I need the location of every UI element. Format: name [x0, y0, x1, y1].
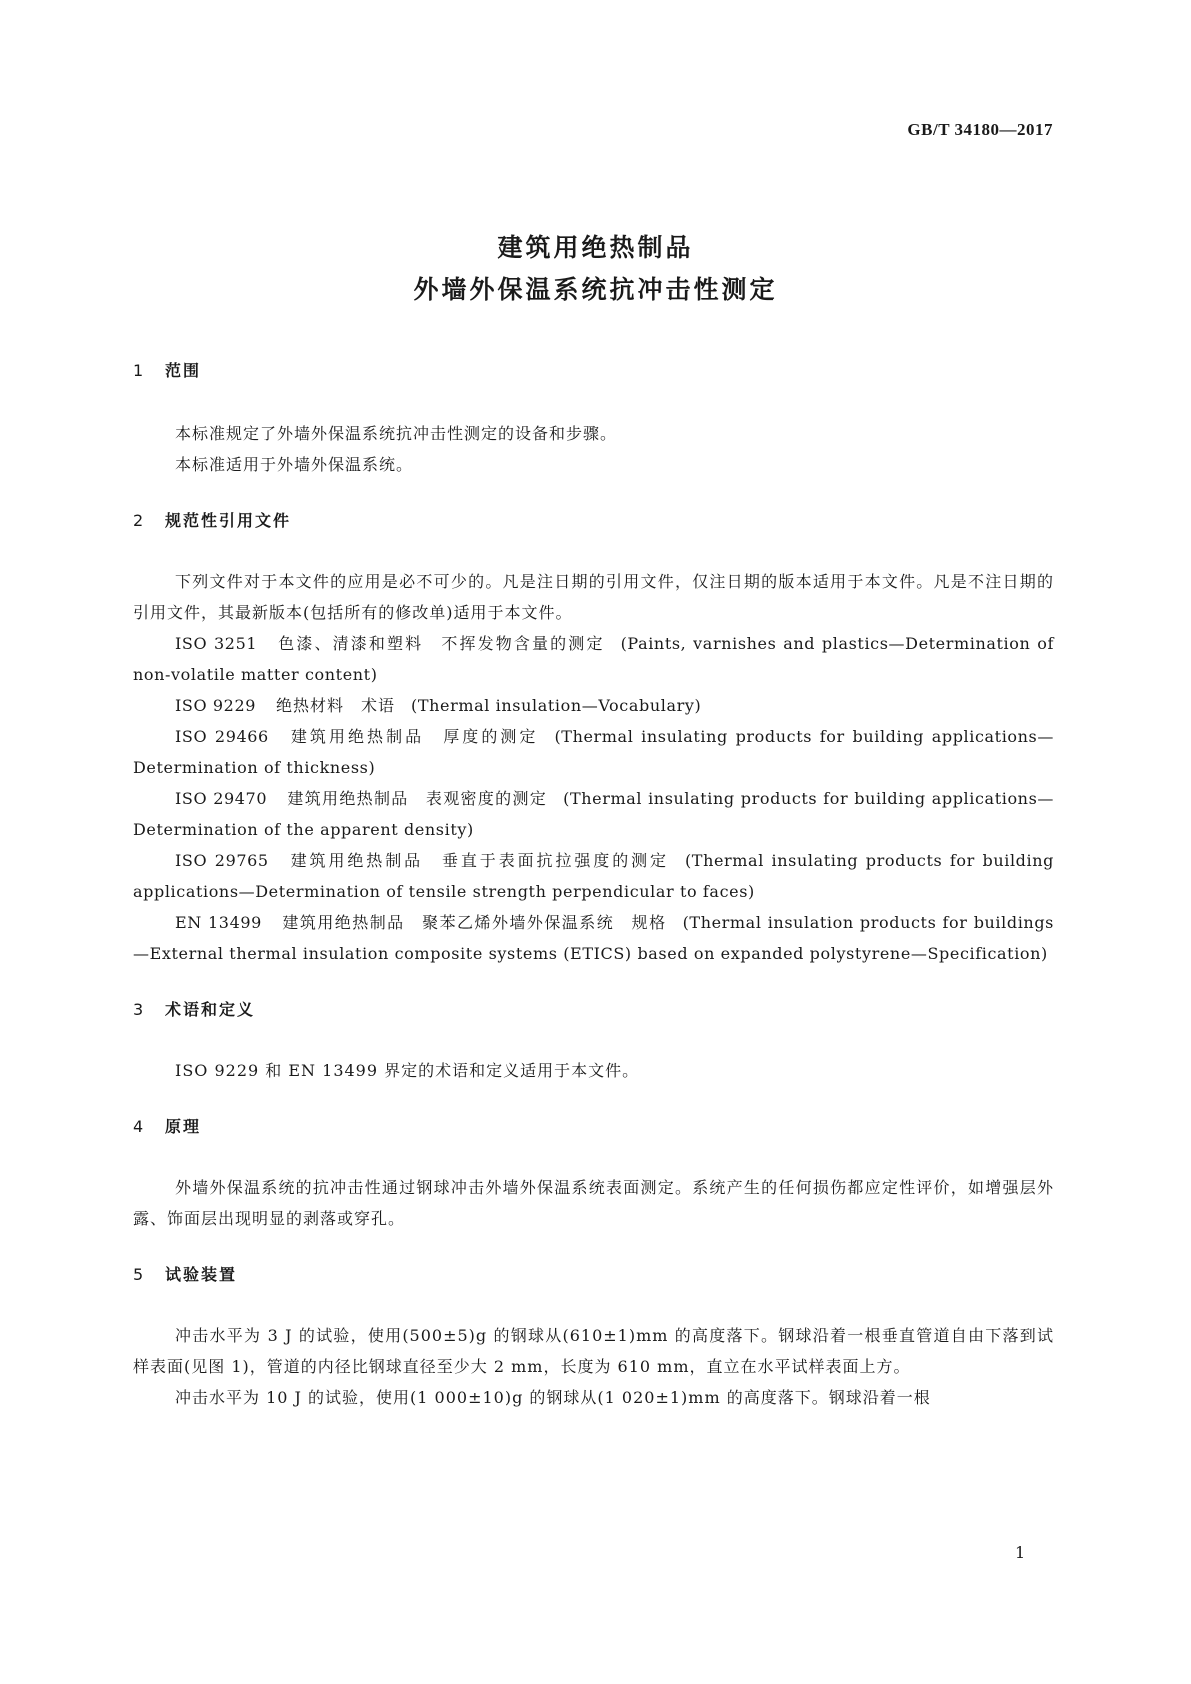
- paragraph: 冲击水平为 10 J 的试验，使用(1 000±10)g 的钢球从(1 020±1)mm 的高度落下。钢球沿着一根: [175, 1388, 931, 1407]
- reference-title-cn: 建筑用绝热制品 聚苯乙烯外墙外保温系统 规格: [281, 913, 667, 932]
- reference-title-cn: 绝热材料 术语: [276, 696, 396, 715]
- reference-title-en: (Thermal insulating products for building applications—Determination of thickness): [133, 727, 1054, 777]
- reference-title-en: (Thermal insulating products for building applications—Determination of tensile strength perpendicular to faces): [133, 851, 1054, 901]
- section-number: 4: [133, 1117, 146, 1136]
- section-heading-normative-references: [133, 510, 1054, 532]
- section-heading-scope: [133, 360, 1054, 382]
- reference-code: ISO 29466: [175, 727, 269, 746]
- document-title-line1: 建筑用绝热制品: [497, 233, 694, 262]
- page-number: 1: [1015, 1543, 1026, 1562]
- section-title: 规范性引用文件: [165, 511, 292, 530]
- paragraph: ISO 9229 和 EN 13499 界定的术语和定义适用于本文件。: [175, 1061, 640, 1080]
- reference-code: ISO 29470: [175, 789, 268, 808]
- reference-title-en: (Paints, varnishes and plastics—Determination of non-volatile matter content): [133, 634, 1054, 684]
- paragraph: 冲击水平为 3 J 的试验，使用(500±5)g 的钢球从(610±1)mm 的高度落下。钢球沿着一根垂直管道自由下落到试样表面(见图 1)，管道的内径比钢球直径至少大 2 mm，长度为 610 mm，直立在水平试样表面上方。: [133, 1326, 1054, 1376]
- reference-code: ISO 29765: [175, 851, 269, 870]
- reference-title-cn: 建筑用绝热制品 表观密度的测定: [287, 789, 548, 808]
- paragraph: 外墙外保温系统的抗冲击性通过钢球冲击外墙外保温系统表面测定。系统产生的任何损伤都应定性评价，如增强层外露、饰面层出现明显的剥落或穿孔。: [133, 1178, 1054, 1228]
- reference-title-cn: 建筑用绝热制品 厚度的测定: [288, 727, 539, 746]
- reference-item: [133, 845, 1054, 907]
- section-title: 术语和定义: [165, 1000, 256, 1019]
- reference-code: ISO 9229: [175, 696, 257, 715]
- paragraph: 下列文件对于本文件的应用是必不可少的。凡是注日期的引用文件，仅注日期的版本适用于本文件。凡是不注日期的引用文件，其最新版本(包括所有的修改单)适用于本文件。: [133, 572, 1054, 622]
- standard-code: GB/T 34180—2017: [907, 120, 1053, 139]
- section-heading-principle: [133, 1116, 1054, 1138]
- reference-code: EN 13499: [175, 913, 262, 932]
- reference-code: ISO 3251: [175, 634, 258, 653]
- reference-item: [133, 783, 1054, 845]
- paragraph: 本标准适用于外墙外保温系统。: [175, 455, 414, 474]
- reference-item: [133, 690, 1054, 721]
- section-number: 2: [133, 511, 146, 530]
- section-title: 原理: [165, 1117, 202, 1136]
- reference-title-en: (Thermal insulating products for building applications—Determination of the apparent density): [133, 789, 1054, 839]
- reference-title-en: (Thermal insulation—Vocabulary): [411, 696, 702, 715]
- reference-item: [133, 907, 1054, 969]
- reference-item: [133, 628, 1054, 690]
- section-number: 3: [133, 1000, 146, 1019]
- section-title: 试验装置: [165, 1265, 238, 1284]
- reference-item: [133, 721, 1054, 783]
- section-number: 5: [133, 1265, 146, 1284]
- reference-title-cn: 色漆、清漆和塑料 不挥发物含量的测定: [277, 634, 605, 653]
- paragraph: 本标准规定了外墙外保温系统抗冲击性测定的设备和步骤。: [175, 424, 618, 443]
- document-title-line2: 外墙外保温系统抗冲击性测定: [413, 275, 778, 304]
- section-number: 1: [133, 361, 146, 380]
- section-heading-terms-definitions: [133, 999, 1054, 1021]
- reference-title-cn: 建筑用绝热制品 垂直于表面抗拉强度的测定: [288, 851, 669, 870]
- document-body: [133, 360, 1054, 1413]
- section-title: 范围: [165, 361, 202, 380]
- section-heading-apparatus: [133, 1264, 1054, 1286]
- reference-title-en: (Thermal insulation products for buildings—External thermal insulation composite systems (ETICS) based on expanded polystyrene—Specification): [133, 913, 1054, 963]
